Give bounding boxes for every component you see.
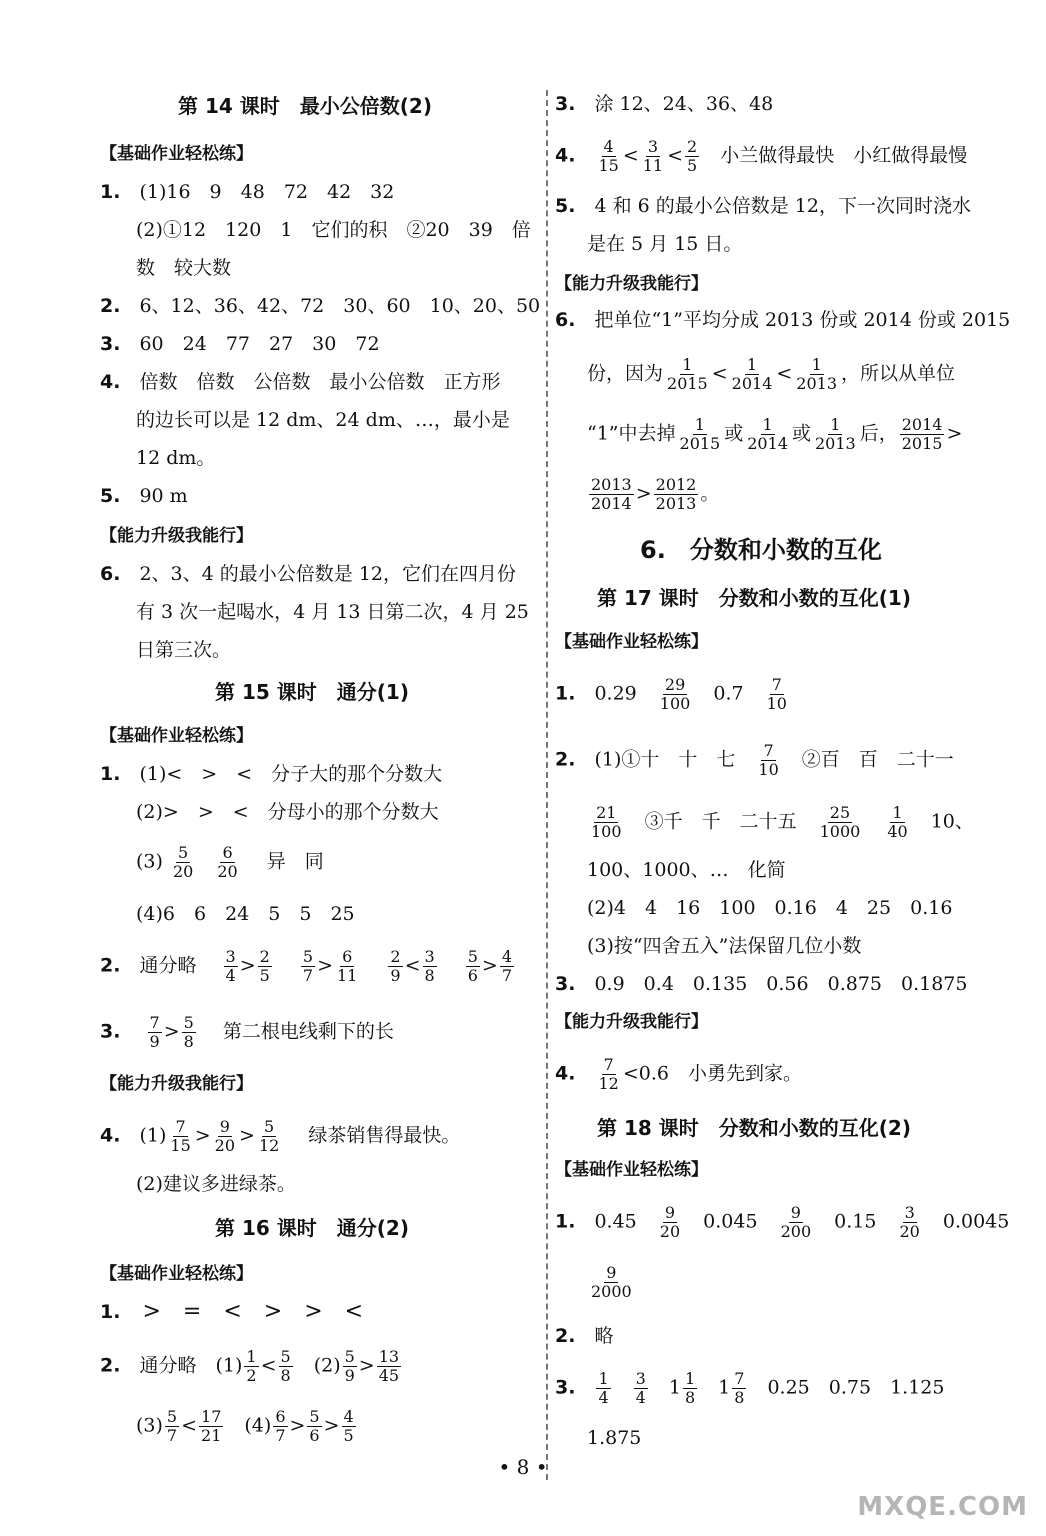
item-number: 5. xyxy=(100,485,121,507)
fraction xyxy=(279,1348,293,1385)
answer-text: 0.15 xyxy=(834,1210,877,1233)
lesson-18-title: 第 18 课时 分数和小数的互化(2) xyxy=(597,1116,911,1140)
section-basic: 【基础作业轻松练】 xyxy=(100,144,253,164)
item-number: 4. xyxy=(100,1124,121,1147)
denominator: 9 xyxy=(344,1366,355,1385)
fraction xyxy=(683,1370,697,1407)
fraction xyxy=(665,356,710,393)
denominator: 8 xyxy=(424,966,435,985)
numerator: 2013 xyxy=(591,475,632,494)
denominator: 10 xyxy=(758,760,779,779)
numerator: 1 xyxy=(684,1369,696,1388)
denominator: 2013 xyxy=(796,374,838,393)
fraction xyxy=(641,138,665,175)
fraction xyxy=(171,844,195,881)
section-advanced: 【能力升级我能行】 xyxy=(555,274,708,294)
answer-text: 第二根电线剩下的长 xyxy=(222,1020,394,1043)
section-basic: 【基础作业轻松练】 xyxy=(100,726,253,746)
answer-text: ③千 千 二十五 xyxy=(644,810,797,833)
answer-text: (1)①十 十 七 xyxy=(594,748,736,771)
fraction xyxy=(244,1348,258,1385)
denominator: 11 xyxy=(642,156,664,175)
denominator: 9 xyxy=(390,966,401,985)
watermark-logo: MXQE.COM xyxy=(857,1492,1028,1522)
denominator: 40 xyxy=(887,822,908,841)
denominator: 10 xyxy=(766,694,787,713)
section-basic: 【基础作业轻松练】 xyxy=(555,632,708,652)
numerator: 4 xyxy=(343,1407,354,1426)
item-number: 3. xyxy=(555,973,576,995)
answer-text: 把单位“1”平均分成 2013 份或 2014 份或 2015 xyxy=(594,309,1011,331)
column-divider xyxy=(546,90,548,1480)
numerator: 2 xyxy=(687,137,698,156)
fraction xyxy=(654,476,699,513)
answer-text: 或 xyxy=(724,422,744,445)
denominator: 6 xyxy=(467,966,478,985)
item-number: 1. xyxy=(555,1210,576,1233)
answer-text: 通分略 xyxy=(139,954,197,977)
numerator: 2012 xyxy=(655,475,697,494)
numerator: 7 xyxy=(175,1117,186,1136)
answer-text: (1)< > < 分子大的那个分数大 xyxy=(139,763,443,785)
denominator: 11 xyxy=(336,966,358,985)
comparison-sign: > xyxy=(635,482,652,505)
numerator: 7 xyxy=(149,1013,160,1032)
numerator: 1 xyxy=(762,415,773,434)
lesson-14-title: 第 14 课时 最小公倍数(2) xyxy=(178,94,432,118)
item-number: 4. xyxy=(100,371,121,393)
denominator: 12 xyxy=(598,1074,619,1093)
denominator: 5 xyxy=(259,966,270,985)
numerator: 2 xyxy=(390,947,401,966)
denominator: 7 xyxy=(166,1426,178,1445)
fraction xyxy=(794,356,839,393)
item-number: 2. xyxy=(100,295,121,317)
fraction xyxy=(589,1264,634,1301)
answer-text: 是在 5 月 15 日。 xyxy=(587,233,743,255)
item-number: 2. xyxy=(555,1325,576,1347)
answer-text: 数 较大数 xyxy=(136,257,232,279)
numerator: 2 xyxy=(259,947,270,966)
numerator: 3 xyxy=(635,1369,646,1388)
denominator: 7 xyxy=(275,1426,286,1445)
item-number: 5. xyxy=(555,195,576,217)
denominator: 15 xyxy=(598,156,619,175)
answer-text: 异 同 xyxy=(266,850,324,873)
lesson-16-title: 第 16 课时 通分(2) xyxy=(215,1216,409,1240)
denominator: 20 xyxy=(659,1222,681,1241)
numerator: 6 xyxy=(222,843,233,862)
denominator: 20 xyxy=(214,1136,236,1155)
section-basic: 【基础作业轻松练】 xyxy=(555,1160,708,1180)
answer-text: 0.0045 xyxy=(942,1210,1010,1233)
numerator: 7 xyxy=(734,1369,745,1388)
denominator: 5 xyxy=(343,1426,354,1445)
numerator: 1 xyxy=(892,803,903,822)
denominator: 2014 xyxy=(747,434,788,453)
fraction xyxy=(182,1014,196,1051)
numerator: 1 xyxy=(694,415,705,434)
page-number: • 8 • xyxy=(498,1455,548,1479)
numerator: 7 xyxy=(763,741,774,760)
fraction xyxy=(377,1348,401,1385)
answer-text: 10、 xyxy=(930,810,974,833)
fraction xyxy=(596,1370,610,1407)
fraction xyxy=(658,1204,682,1241)
comparison-sign: < xyxy=(260,1354,277,1377)
denominator: 2000 xyxy=(591,1282,632,1301)
answer-text: (4) xyxy=(225,1414,272,1437)
fraction xyxy=(199,1408,223,1445)
answer-text: 1.875 xyxy=(587,1427,642,1449)
section-basic: 【基础作业轻松练】 xyxy=(100,1264,253,1284)
numerator: 9 xyxy=(219,1117,230,1136)
numerator: 1 xyxy=(830,415,841,434)
item-number: 2. xyxy=(100,1354,121,1377)
numerator: 4 xyxy=(501,947,513,966)
answer-text: 有 3 次一起喝水，4 月 13 日第二次，4 月 25 xyxy=(136,601,529,623)
fraction xyxy=(258,948,272,985)
numerator: 13 xyxy=(378,1347,400,1366)
denominator: 2013 xyxy=(814,434,856,453)
comparison-sign: > xyxy=(358,1354,375,1377)
fraction xyxy=(257,1118,281,1155)
denominator: 15 xyxy=(170,1136,191,1155)
fraction xyxy=(307,1408,321,1445)
answer-text: 。 xyxy=(700,482,720,505)
numerator: 6 xyxy=(275,1407,286,1426)
fraction xyxy=(466,948,480,985)
lesson-15-title: 第 15 课时 通分(1) xyxy=(215,680,409,704)
fraction xyxy=(301,948,315,985)
answer-text: (4)6 6 24 5 5 25 xyxy=(136,903,355,925)
fraction xyxy=(273,1408,287,1445)
answer-text: 0.45 xyxy=(594,1210,637,1233)
answer-text: 略 xyxy=(594,1325,614,1347)
numerator: 1 xyxy=(246,1347,257,1366)
denominator: 2014 xyxy=(591,494,632,513)
denominator: 100 xyxy=(659,694,691,713)
fraction xyxy=(678,416,723,453)
numerator: 9 xyxy=(790,1203,801,1222)
fraction xyxy=(732,1370,746,1407)
comparison-sign: < xyxy=(622,144,639,167)
fraction xyxy=(596,1056,620,1093)
fraction xyxy=(148,1014,162,1051)
fraction xyxy=(168,1118,192,1155)
answer-text: 0.9 0.4 0.135 0.56 0.875 0.1875 xyxy=(594,973,968,995)
item-number: 2. xyxy=(555,748,576,771)
item-number: 3. xyxy=(100,333,121,355)
denominator: 2014 xyxy=(731,374,773,393)
fraction xyxy=(596,138,620,175)
fraction xyxy=(685,138,699,175)
comparison-sign: < xyxy=(776,362,793,385)
item-number: 1. xyxy=(100,763,121,785)
comparison-sign: < xyxy=(711,362,728,385)
comparison-sign: > xyxy=(163,1020,180,1043)
numerator: 9 xyxy=(664,1203,676,1222)
fraction xyxy=(818,804,863,841)
fraction xyxy=(897,1204,921,1241)
comparison-sign: > xyxy=(194,1124,211,1147)
numerator: 5 xyxy=(178,843,189,862)
denominator: 45 xyxy=(378,1366,400,1385)
comparison-sign: > xyxy=(946,422,963,445)
answer-text: 4 和 6 的最小公倍数是 12，下一次同时浇水 xyxy=(594,195,971,217)
answer-text: (2)4 4 16 100 0.16 4 25 0.16 xyxy=(587,897,953,919)
numerator: 1 xyxy=(682,355,693,374)
answer-text: 绿茶销售得最快。 xyxy=(308,1124,461,1147)
denominator: 21 xyxy=(201,1426,222,1445)
answer-text: 或 xyxy=(791,422,811,445)
denominator: 20 xyxy=(899,1222,920,1241)
denominator: 8 xyxy=(280,1366,291,1385)
numerator: 5 xyxy=(302,947,314,966)
numerator: 5 xyxy=(280,1347,291,1366)
fraction xyxy=(658,676,693,713)
answer-text: (1) xyxy=(139,1124,167,1147)
fraction xyxy=(634,1370,648,1407)
fraction xyxy=(423,948,437,985)
denominator: 2015 xyxy=(901,434,943,453)
answer-text: 小兰做得最快 小红做得最慢 xyxy=(720,144,968,167)
answer-text: (2)> > < 分母小的那个分数大 xyxy=(136,801,439,823)
comparison-sign: > xyxy=(323,1414,340,1437)
answer-text: “1”中去掉 xyxy=(587,422,676,445)
denominator: 4 xyxy=(225,966,236,985)
answer-text: ，所以从单位 xyxy=(841,362,956,385)
denominator: 7 xyxy=(302,966,314,985)
comparison-sign: < xyxy=(404,954,421,977)
numerator: 6 xyxy=(342,947,353,966)
lesson-17-title: 第 17 课时 分数和小数的互化(1) xyxy=(597,586,911,610)
denominator: 2015 xyxy=(667,374,708,393)
fraction xyxy=(756,742,780,779)
denominator: 20 xyxy=(172,862,194,881)
denominator: 7 xyxy=(501,966,513,985)
answer-text: (2) xyxy=(294,1354,341,1377)
numerator: 5 xyxy=(344,1347,355,1366)
answer-text: 60 24 77 27 30 72 xyxy=(139,333,380,355)
fraction xyxy=(335,948,359,985)
numerator: 5 xyxy=(309,1407,320,1426)
answer-text: 0.29 xyxy=(594,682,637,705)
fraction xyxy=(165,1408,179,1445)
answer-text: (3)按“四舍五入”法保留几位小数 xyxy=(587,935,862,957)
numerator: 5 xyxy=(264,1117,275,1136)
section-advanced: 【能力升级我能行】 xyxy=(555,1012,708,1032)
fraction xyxy=(900,416,945,453)
fraction xyxy=(730,356,775,393)
denominator: 200 xyxy=(780,1222,812,1241)
denominator: 8 xyxy=(734,1388,745,1407)
fraction xyxy=(500,948,514,985)
answer-text: 0.045 xyxy=(703,1210,758,1233)
denominator: 4 xyxy=(635,1388,646,1407)
fraction xyxy=(213,1118,237,1155)
numerator: 3 xyxy=(424,947,435,966)
answer-text: 12 dm。 xyxy=(136,447,216,469)
answer-text: 通分略 (1) xyxy=(139,1354,243,1377)
comparison-sign: > xyxy=(481,954,498,977)
answer-text: 0.7 xyxy=(713,682,744,705)
numerator: 3 xyxy=(225,947,236,966)
numerator: 1 xyxy=(746,355,758,374)
answer-text: 日第三次。 xyxy=(136,639,232,661)
numerator: 5 xyxy=(166,1407,178,1426)
numerator: 4 xyxy=(603,137,614,156)
numerator: 29 xyxy=(664,675,686,694)
answer-text: (2)①12 120 1 它们的积 ②20 39 倍 xyxy=(136,219,531,241)
item-number: 4. xyxy=(555,1062,576,1085)
comparison-sign: > xyxy=(289,1414,306,1437)
numerator: 25 xyxy=(829,803,851,822)
answer-text: 0.25 0.75 1.125 xyxy=(767,1376,945,1399)
item-number: 4. xyxy=(555,144,576,167)
denominator: 20 xyxy=(217,862,238,881)
answer-text: 涂 12、24、36、48 xyxy=(594,93,774,115)
answer-text: <0.6 小勇先到家。 xyxy=(622,1062,802,1085)
denominator: 8 xyxy=(183,1032,194,1051)
fraction xyxy=(885,804,909,841)
comparison-sign: > xyxy=(239,1124,255,1147)
denominator: 8 xyxy=(684,1388,696,1407)
item-number: 1. xyxy=(100,181,121,203)
comparison-sign: < xyxy=(667,144,684,167)
answer-text: (3) xyxy=(136,1414,163,1437)
whole-number: 1 xyxy=(668,1376,681,1399)
item-number: 1. xyxy=(100,1301,121,1323)
fraction xyxy=(813,416,858,453)
denominator: 5 xyxy=(687,156,698,175)
numerator: 7 xyxy=(771,675,782,694)
item-number: 6. xyxy=(100,563,121,585)
comparison-sign: > xyxy=(239,954,256,977)
numerator: 21 xyxy=(596,803,617,822)
numerator: 3 xyxy=(904,1203,915,1222)
denominator: 2015 xyxy=(679,434,721,453)
answer-text: 的边长可以是 12 dm、24 dm、…，最小是 xyxy=(136,409,510,431)
comparison-sign: < xyxy=(181,1414,198,1437)
fraction xyxy=(765,676,789,713)
denominator: 2 xyxy=(246,1366,257,1385)
numerator: 1 xyxy=(811,355,822,374)
numerator: 9 xyxy=(606,1263,617,1282)
numerator: 3 xyxy=(647,137,659,156)
fraction xyxy=(589,476,634,513)
item-number: 3. xyxy=(100,1020,121,1043)
fraction xyxy=(589,804,624,841)
numerator: 2014 xyxy=(901,415,943,434)
denominator: 2013 xyxy=(655,494,697,513)
answer-text: (3) xyxy=(136,850,163,873)
denominator: 9 xyxy=(149,1032,160,1051)
fraction xyxy=(343,1348,357,1385)
answer-text: 份，因为 xyxy=(587,362,664,385)
fraction xyxy=(224,948,238,985)
answer-text: 倍数 倍数 公倍数 最小公倍数 正方形 xyxy=(139,371,501,393)
numerator: 7 xyxy=(603,1055,614,1074)
denominator: 100 xyxy=(591,822,622,841)
denominator: 6 xyxy=(309,1426,320,1445)
numerator: 5 xyxy=(467,947,478,966)
fraction xyxy=(342,1408,356,1445)
item-number: 6. xyxy=(555,309,576,331)
item-number: 2. xyxy=(100,954,121,977)
item-number: 3. xyxy=(555,1376,576,1399)
numerator: 17 xyxy=(201,1407,222,1426)
fraction xyxy=(745,416,790,453)
denominator: 12 xyxy=(258,1136,280,1155)
denominator: 4 xyxy=(598,1388,609,1407)
answer-text: 100、1000、… 化简 xyxy=(587,859,786,881)
numerator: 5 xyxy=(183,1013,194,1032)
answer-text: 2、3、4 的最小公倍数是 12，它们在四月份 xyxy=(139,563,516,585)
section-advanced: 【能力升级我能行】 xyxy=(100,1074,253,1094)
answer-text: > = < > > < xyxy=(142,1299,364,1324)
answer-text: 后， xyxy=(859,422,898,445)
answer-text: (1)16 9 48 72 42 32 xyxy=(139,181,395,203)
answer-text: 6、12、36、42、72 30、60 10、20、50 xyxy=(139,295,541,317)
fraction xyxy=(215,844,239,881)
comparison-sign: > xyxy=(317,954,333,977)
unit-6-title: 6. 分数和小数的互化 xyxy=(640,536,882,564)
section-advanced: 【能力升级我能行】 xyxy=(100,526,253,546)
denominator: 1000 xyxy=(819,822,861,841)
fraction xyxy=(388,948,402,985)
answer-text: 90 m xyxy=(139,485,188,507)
item-number: 1. xyxy=(555,682,576,705)
numerator: 1 xyxy=(598,1369,609,1388)
item-number: 3. xyxy=(555,93,576,115)
whole-number: 1 xyxy=(718,1376,731,1399)
answer-text: ②百 百 二十一 xyxy=(801,748,954,771)
fraction xyxy=(779,1204,814,1241)
answer-text: (2)建议多进绿茶。 xyxy=(136,1173,296,1195)
